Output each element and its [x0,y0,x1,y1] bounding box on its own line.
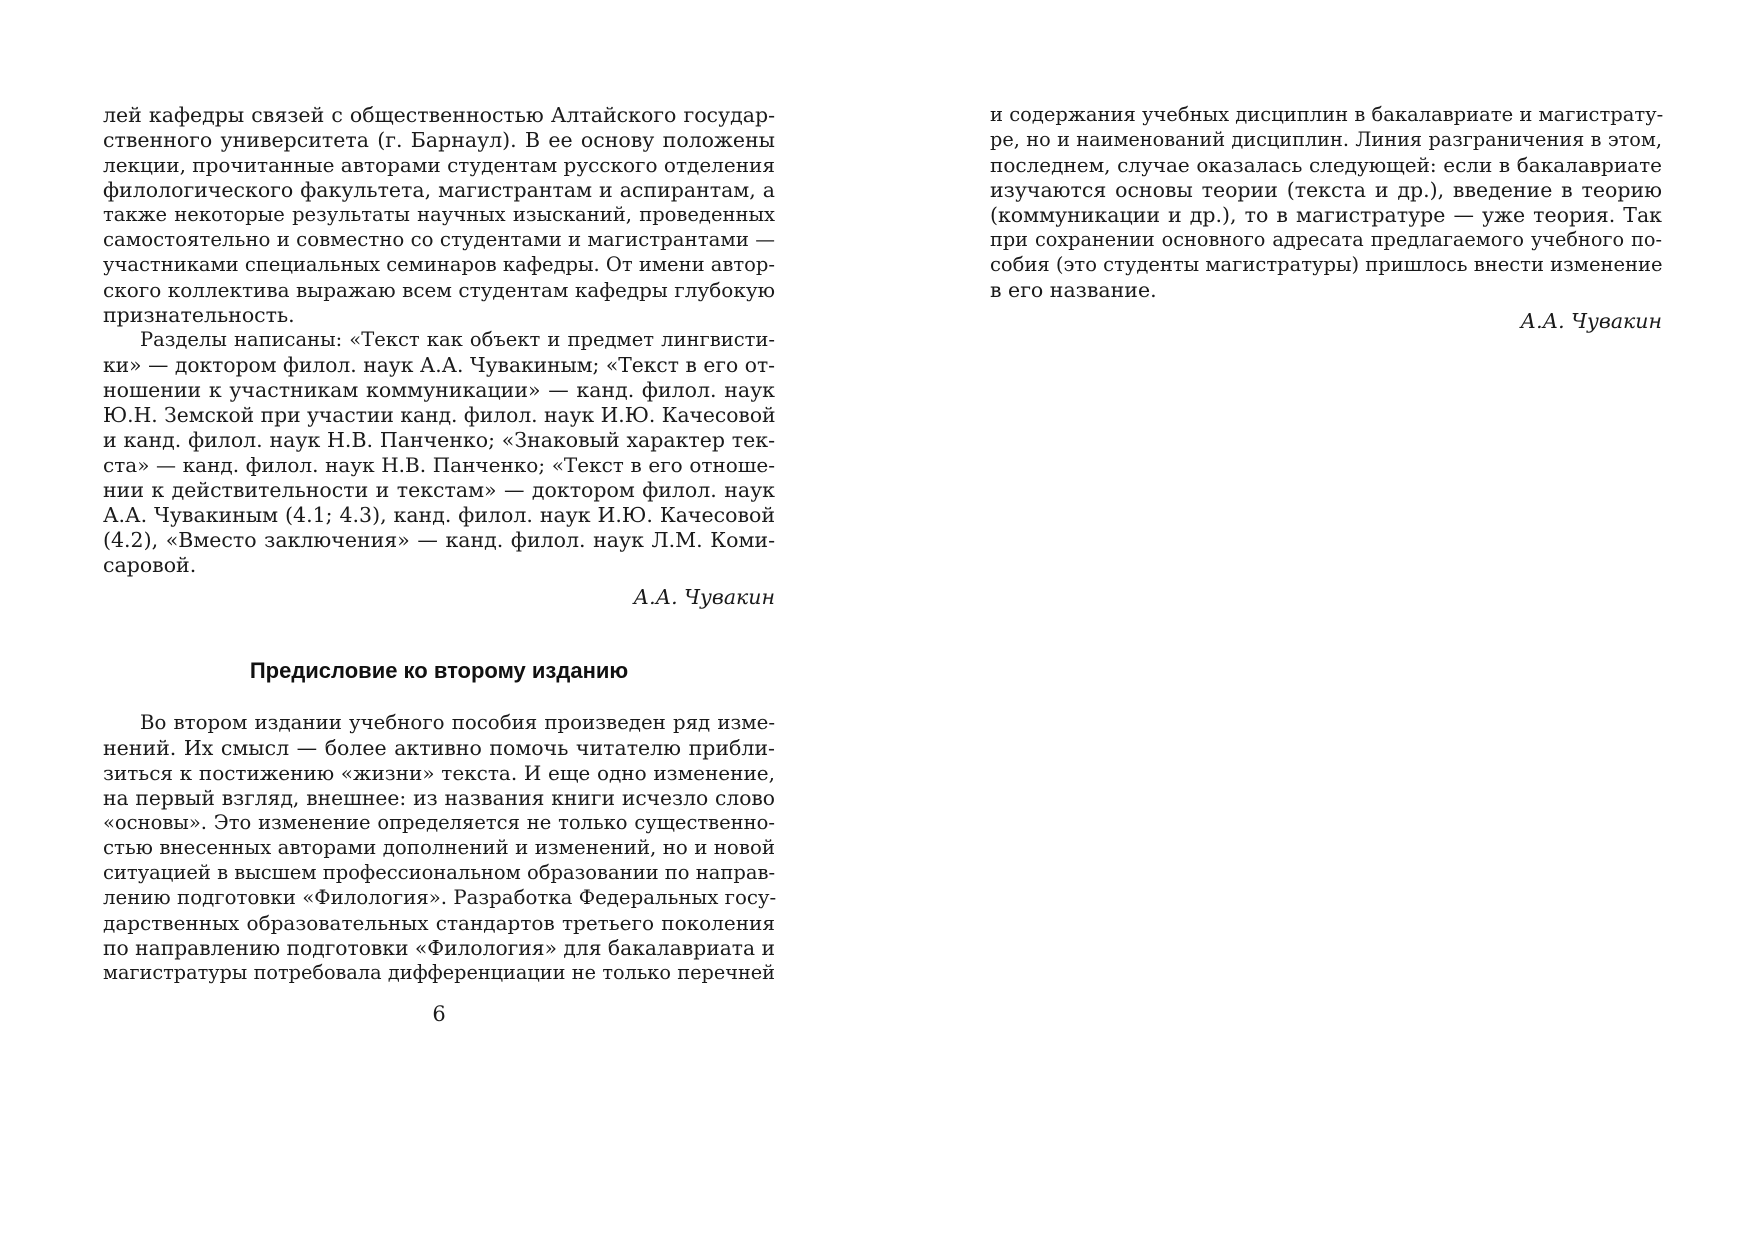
author-signature: А.А. Чувакин [1520,309,1662,333]
text-line: самостоятельно и совместно со студентами и магистрантами — [103,228,775,251]
text-line: лению подготовки «Филология». Разработка Федеральных госу- [103,886,777,909]
text-line: нений. Их смысл — более активно помочь читателю прибли- [103,736,775,760]
text-line: нии к действительности и текстам» — доктором филол. наук [103,478,775,502]
text-line: в его название. [990,278,1157,302]
text-line: филологического факультета, магистрантам и аспирантам, а [103,178,775,202]
text-line: Разделы написаны: «Текст как объект и предмет лингвисти- [140,328,775,351]
text-line: ре, но и наименований дисциплин. Линия разграничения в этом, [990,128,1662,151]
text-line: дарственных образовательных стандартов третьего поколения [103,911,775,935]
text-line: ношении к участникам коммуникации» — канд. филол. наук [103,378,775,402]
text-line: изучаются основы теории (текста и др.), введение в теорию [990,178,1662,202]
text-line: и канд. филол. наук Н.В. Панченко; «Знаковый характер тек- [103,428,775,452]
text-line: участниками специальных семинаров кафедры. От имени автор- [103,253,775,276]
text-line: при сохранении основного адресата предлагаемого учебного по- [990,228,1662,251]
text-line: также некоторые результаты научных изысканий, проведенных [103,203,775,226]
text-line: по направлению подготовки «Филология» для бакалавриата и [103,936,776,960]
text-line: признательность. [103,303,295,327]
text-line: магистратуры потребовала дифференциации не только перечней [103,961,775,984]
text-line: Во втором издании учебного пособия произведен ряд изме- [140,711,775,734]
text-line: лекции, прочитанные авторами студентам русского отделения [103,153,775,177]
text-line: ственного университета (г. Барнаул). В ее основу положены [103,128,775,152]
text-line: (4.2), «Вместо заключения» — канд. филол. наук Л.М. Коми- [103,528,775,552]
author-signature: А.А. Чувакин [633,585,775,609]
text-line: ки» — доктором филол. наук А.А. Чувакиным; «Текст в его от- [103,353,775,377]
section-heading: Предисловие ко второму изданию [249,658,629,683]
text-line: стью внесенных авторами дополнений и изменений, но и новой [103,836,775,859]
text-line: (коммуникации и др.), то в магистратуре — уже теория. Так [990,203,1662,227]
text-line: на первый взгляд, внешнее: из названия книги исчезло слово [103,786,775,810]
text-line: и содержания учебных дисциплин в бакалавриате и магистрату- [990,103,1664,126]
text-line: ского коллектива выражаю всем студентам кафедры глубокую [103,278,775,302]
text-line: ста» — канд. филол. наук Н.В. Панченко; «Текст в его отноше- [103,453,775,477]
page-number: 6 [432,1002,446,1026]
text-line: собия (это студенты магистратуры) пришлось внести изменение [990,253,1663,276]
text-line: саровой. [103,553,197,577]
text-line: зиться к постижению «жизни» текста. И еще одно изменение, [103,761,775,785]
text-line: А.А. Чувакиным (4.1; 4.3), канд. филол. наук И.Ю. Качесовой [103,503,775,527]
text-line: ситуацией в высшем профессиональном образовании по направ- [103,861,776,884]
text-line: «основы». Это изменение определяется не только существенно- [103,811,775,834]
text-line: последнем, случае оказалась следующей: если в бакалавриате [990,153,1662,177]
text-line: лей кафедры связей с общественностью Алтайского государ- [103,103,775,127]
text-line: Ю.Н. Земской при участии канд. филол. наук И.Ю. Качесовой [103,403,776,427]
